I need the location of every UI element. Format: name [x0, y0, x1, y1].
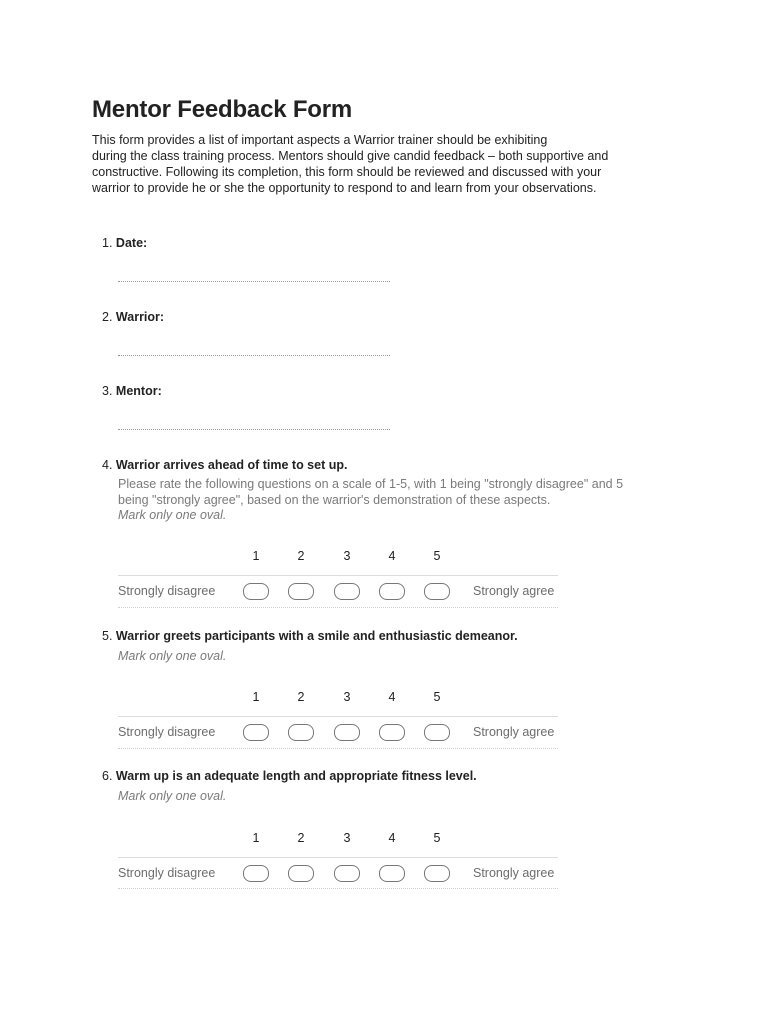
rating-oval-2[interactable] — [288, 583, 314, 600]
scale-number-4: 4 — [388, 549, 396, 563]
question-label: Warrior arrives ahead of time to set up. — [115, 458, 348, 472]
scale-number-2: 2 — [297, 549, 305, 563]
scale-number-3: 3 — [343, 690, 351, 704]
divider — [118, 888, 558, 889]
question-warm-up — [102, 769, 477, 783]
scale-high-label: Strongly agree — [473, 866, 555, 880]
form-title: Mentor Feedback Form — [92, 96, 353, 123]
description-line: This form provides a list of important aspects a Warrior trainer should be exhibiting — [92, 133, 548, 147]
question-instruction: Mark only one oval. — [118, 508, 227, 522]
scale-number-4: 4 — [388, 690, 396, 704]
scale-number-3: 3 — [343, 549, 351, 563]
warrior-answer-field[interactable] — [118, 355, 390, 356]
question-arrives-early — [102, 458, 347, 472]
scale-high-label: Strongly agree — [473, 725, 555, 739]
rating-oval-5[interactable] — [424, 724, 450, 741]
scale-number-1: 1 — [252, 549, 260, 563]
rating-oval-4[interactable] — [379, 724, 405, 741]
scale-low-label: Strongly disagree — [118, 584, 216, 598]
question-number: 6. — [102, 769, 113, 783]
question-label: Date: — [115, 236, 148, 250]
scale-number-5: 5 — [433, 831, 441, 845]
rating-oval-5[interactable] — [424, 583, 450, 600]
divider — [118, 857, 558, 858]
rating-oval-4[interactable] — [379, 865, 405, 882]
scale-number-5: 5 — [433, 690, 441, 704]
rating-oval-1[interactable] — [243, 865, 269, 882]
question-number: 3. — [102, 384, 113, 398]
mentor-answer-field[interactable] — [118, 429, 390, 430]
form-description — [92, 132, 672, 196]
question-greets-participants — [102, 629, 518, 643]
scale-number-1: 1 — [252, 690, 260, 704]
rating-oval-2[interactable] — [288, 724, 314, 741]
scale-low-label: Strongly disagree — [118, 725, 216, 739]
rating-oval-2[interactable] — [288, 865, 314, 882]
scale-number-1: 1 — [252, 831, 260, 845]
question-label: Mentor: — [115, 384, 162, 398]
description-line: during the class training process. Mentors should give candid feedback – both supportive and — [92, 149, 609, 163]
rating-oval-1[interactable] — [243, 583, 269, 600]
question-help-text — [118, 476, 663, 508]
divider — [118, 607, 558, 608]
question-mentor — [102, 384, 162, 398]
rating-oval-3[interactable] — [334, 583, 360, 600]
scale-number-4: 4 — [388, 831, 396, 845]
rating-oval-1[interactable] — [243, 724, 269, 741]
scale-low-label: Strongly disagree — [118, 866, 216, 880]
divider — [118, 748, 558, 749]
rating-oval-5[interactable] — [424, 865, 450, 882]
scale-number-3: 3 — [343, 831, 351, 845]
question-date — [102, 236, 147, 250]
question-number: 1. — [102, 236, 113, 250]
date-answer-field[interactable] — [118, 281, 390, 282]
help-line: being "strongly agree", based on the warrior's demonstration of these aspects. — [118, 493, 551, 507]
question-label: Warrior greets participants with a smile and enthusiastic demeanor. — [115, 629, 518, 643]
scale-number-2: 2 — [297, 831, 305, 845]
question-number: 2. — [102, 310, 113, 324]
question-instruction: Mark only one oval. — [118, 789, 227, 803]
question-instruction: Mark only one oval. — [118, 649, 227, 663]
question-number: 5. — [102, 629, 113, 643]
question-label: Warrior: — [115, 310, 165, 324]
divider — [118, 575, 558, 576]
rating-oval-3[interactable] — [334, 865, 360, 882]
rating-oval-3[interactable] — [334, 724, 360, 741]
description-line: warrior to provide he or she the opportunity to respond to and learn from your observations. — [92, 181, 597, 195]
rating-oval-4[interactable] — [379, 583, 405, 600]
description-line: constructive. Following its completion, this form should be reviewed and discussed with your — [92, 165, 602, 179]
divider — [118, 716, 558, 717]
scale-number-2: 2 — [297, 690, 305, 704]
scale-number-5: 5 — [433, 549, 441, 563]
question-label: Warm up is an adequate length and appropriate fitness level. — [115, 769, 477, 783]
help-line: Please rate the following questions on a scale of 1-5, with 1 being "strongly disagree" and 5 — [118, 477, 624, 491]
question-warrior — [102, 310, 164, 324]
question-number: 4. — [102, 458, 113, 472]
scale-high-label: Strongly agree — [473, 584, 555, 598]
